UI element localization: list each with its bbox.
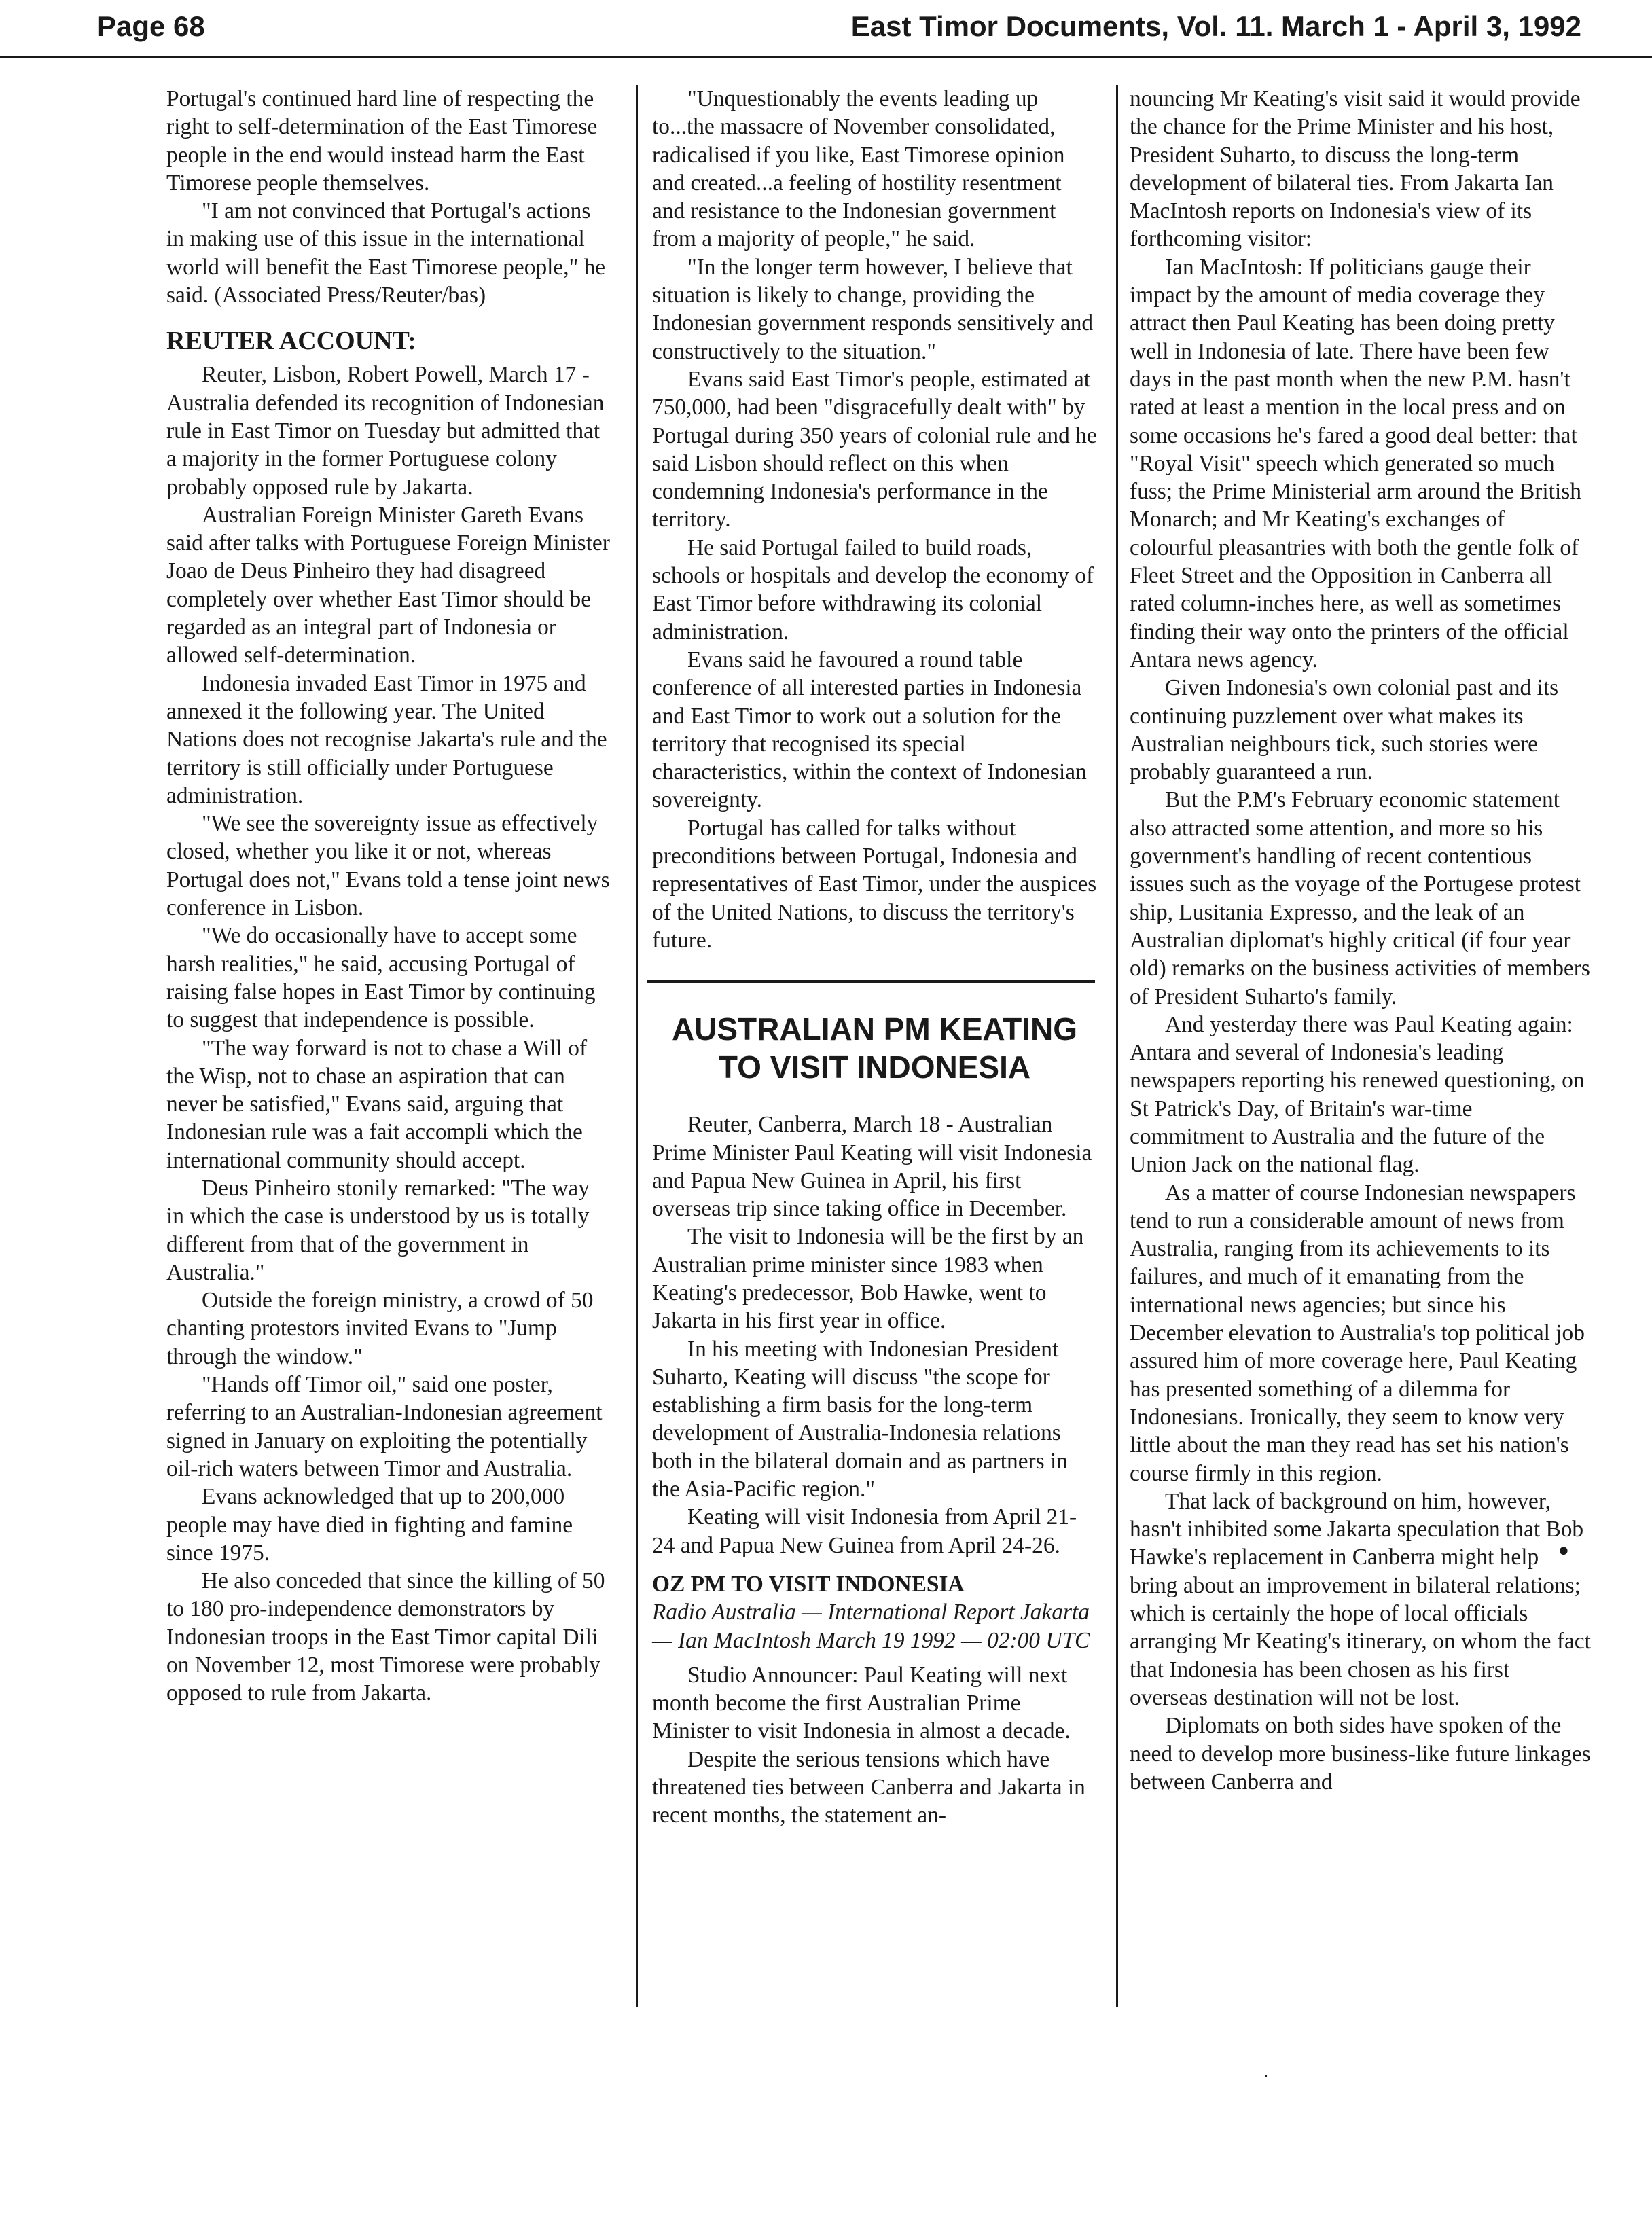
paragraph: Australian Foreign Minister Gareth Evans said after talks with Portuguese Foreign Minister Joao de Deus Pinheiro they had disagreed completely over whether East Timor should be regarded as an integral part of Indonesia or allowed self-determination. <box>166 502 610 668</box>
paragraph: Evans said East Timor's people, estimated at 750,000, had been "disgracefully dealt with" by Portugal during 350 years of colonial rule and he said Lisbon should reflect on this when condemning Indonesia's performance in the territory. <box>652 366 1097 532</box>
paragraph: In his meeting with Indonesian President Suharto, Keating will discuss "the scope for establishing a firm basis for the long-term development of Australia-Indonesia relations both in the bilateral domain and as partners in the Asia-Pacific region." <box>652 1336 1068 1502</box>
column-1 <box>166 85 611 1708</box>
paragraph: He said Portugal failed to build roads, schools or hospitals and develop the economy of East Timor before withdrawing its colonial administration. <box>652 535 1094 645</box>
paragraph: "Hands off Timor oil," said one poster, referring to an Australian-Indonesian agreement signed in January on exploiting the potentially oil-rich waters between Timor and Australia. <box>166 1372 603 1481</box>
paragraph: Deus Pinheiro stonily remarked: "The way in which the case is understood by us is totally different from that of the government in Australia." <box>166 1175 590 1285</box>
reuter-account-heading: REUTER ACCOUNT: <box>166 327 416 356</box>
column-2 <box>652 85 1097 1830</box>
stray-mark: . <box>1263 2062 1269 2081</box>
section-divider <box>647 980 1095 983</box>
column-3 <box>1130 85 1592 1796</box>
paragraph: Indonesia invaded East Timor in 1975 and annexed it the following year. The United Nations does not recognise Jakarta's rule and the territory is still officially under Portuguese administration. <box>166 670 607 808</box>
paragraph: "The way forward is not to chase a Will of the Wisp, not to chase an aspiration that can never be satisfied," Evans said, arguing that Indonesian rule was a fait accompli which the international community should accept. <box>166 1035 588 1173</box>
column-divider-2 <box>1116 85 1118 2007</box>
paragraph: Portugal has called for talks without preconditions between Portugal, Indonesia and representatives of East Timor, under the auspices of the United Nations, to discuss the territory's future. <box>652 815 1097 953</box>
paragraph: That lack of background on him, however, hasn't inhibited some Jakarta speculation that Bob Hawke's replacement in Canberra might help bring about an improvement in bilateral relations; which is certainly the hope of local officials arranging Mr Keating's itinerary, on whom the fact that Indonesia has been chosen as his first overseas destination will not be lost. <box>1130 1488 1591 1710</box>
paragraph: Despite the serious tensions which have threatened ties between Canberra and Jakarta in recent months, the statement an- <box>652 1746 1085 1828</box>
publication-title: East Timor Documents, Vol. 11. March 1 - April 3, 1992 <box>850 10 1581 42</box>
paragraph: "In the longer term however, I believe that situation is likely to change, providing the Indonesian government responds sensitively and constructively to the situation." <box>652 254 1094 364</box>
spacer <box>652 1655 1097 1661</box>
page-number: Page 68 <box>97 10 205 42</box>
paragraph: Outside the foreign ministry, a crowd of 50 chanting protestors invited Evans to "Jump through the window." <box>166 1288 594 1369</box>
paragraph: Evans acknowledged that up to 200,000 people may have died in fighting and famine since 1975. <box>166 1484 573 1566</box>
paragraph: He also conceded that since the killing of 50 to 180 pro-independence demonstrators by Indonesian troops in the East Timor capital Dili on November 12, most Timorese were probably opposed to rule from Jakarta. <box>166 1568 605 1706</box>
paragraph: Ian MacIntosh: If politicians gauge their impact by the amount of media coverage they attract then Paul Keating has been doing pretty well in Indonesia of late. There have been few days in the past month when the new P.M. hasn't rated at least a mention in the local press and on some occasions he's fared a good deal better: that "Royal Visit" speech which generated so much fuss; the Prime Ministerial arm around the British Monarch; and Mr Keating's exchanges of colourful pleasantries with both the gentle folk of Fleet Street and the Opposition in Canberra all rated column-inches here, as well as sometimes finding their way onto the printers of the official Antara news agency. <box>1130 254 1581 672</box>
paragraph: "Unquestionably the events leading up to...the massacre of November consolidated, radicalised if you like, East Timorese opinion and created...a feeling of hostility resentment and resistance to the Indonesian government from a majority of people," he said. <box>652 86 1065 252</box>
paragraph: Reuter, Lisbon, Robert Powell, March 17 - Australia defended its recognition of Indonesian rule in East Timor on Tuesday but admitted that a majority in the former Portuguese colony probably opposed rule by Jakarta. <box>166 362 605 500</box>
paragraph: "We do occasionally have to accept some harsh realities," he said, accusing Portugal of raising false hopes in East Timor by continuing to suggest that independence is possible. <box>166 923 596 1033</box>
paragraph: nouncing Mr Keating's visit said it would provide the chance for the Prime Minister and his host, President Suharto, to discuss the long-term development of bilateral ties. From Jakarta Ian MacIntosh reports on Indonesia's view of its forthcoming visitor: <box>1130 86 1581 252</box>
paragraph: Studio Announcer: Paul Keating will next month become the first Australian Prime Minister to visit Indonesia in almost a decade. <box>652 1662 1071 1744</box>
paragraph: Given Indonesia's own colonial past and its continuing puzzlement over what makes its Australian neighbours tick, such stories were probably guaranteed a run. <box>1130 675 1559 785</box>
oz-pm-heading: OZ PM TO VISIT INDONESIA <box>652 1571 965 1597</box>
paragraph: Portugal's continued hard line of respecting the right to self-determination of the East Timorese people in the end would instead harm the East Timorese people themselves. <box>166 86 598 196</box>
header-rule <box>0 56 1652 58</box>
article-title: AUSTRALIAN PM KEATING TO VISIT INDONESIA <box>671 1011 1078 1085</box>
stray-mark: • <box>1556 1536 1572 1568</box>
paragraph: Diplomats on both sides have spoken of the need to develop more business-like future linkages between Canberra and <box>1130 1713 1591 1794</box>
paragraph: But the P.M's February economic statement also attracted some attention, and more so his government's handling of recent contentious issues such as the voyage of the Portugese protest ship, Lusitania Expresso, and the leak of an Australian diplomat's highly critical (if four year old) remarks on the business activities of members of President Suharto's family. <box>1130 787 1590 1009</box>
column-divider-1 <box>636 85 638 2007</box>
paragraph: As a matter of course Indonesian newspapers tend to run a considerable amount of news from Australia, ranging from its achievements to its failures, and much of it emanating from the international news agencies; but since his December elevation to Australia's top political job assured him of more coverage here, Paul Keating has presented something of a dilemma for Indonesians. Ironically, they seem to know very little about the man they read has set his nation's course firmly in this region. <box>1130 1180 1585 1486</box>
paragraph: Evans said he favoured a round table conference of all interested parties in Indonesia and East Timor to work out a solution for the territory that recognised its special characteristics, within the context of Indonesian sovereignty. <box>652 647 1087 813</box>
paragraph: And yesterday there was Paul Keating again: Antara and several of Indonesia's leading newspapers reporting his renewed questioning, on St Patrick's Day, of Britain's war-time commitment to Australia and the future of the Union Jack on the national flag. <box>1130 1011 1585 1178</box>
paragraph: "We see the sovereignty issue as effectively closed, whether you like it or not, whereas Portugal does not," Evans told a tense joint news conference in Lisbon. <box>166 811 610 921</box>
paragraph: Keating will visit Indonesia from April 21-24 and Papua New Guinea from April 24-26. <box>652 1504 1077 1558</box>
paragraph: Reuter, Canberra, March 18 - Australian Prime Minister Paul Keating will visit Indonesia and Papua New Guinea in April, his first overseas trip since taking office in December. <box>652 1112 1092 1222</box>
paragraph: "I am not convinced that Portugal's actions in making use of this issue in the international world will benefit the East Timorese people," he said. (Associated Press/Reuter/bas) <box>166 198 606 308</box>
paragraph: The visit to Indonesia will be the first by an Australian prime minister since 1983 when Keating's predecessor, Bob Hawke, went to Jakarta in his first year in office. <box>652 1224 1084 1334</box>
source-line: Radio Australia — International Report Jakarta — Ian MacIntosh March 19 1992 — 02:00 UTC <box>652 1600 1090 1653</box>
